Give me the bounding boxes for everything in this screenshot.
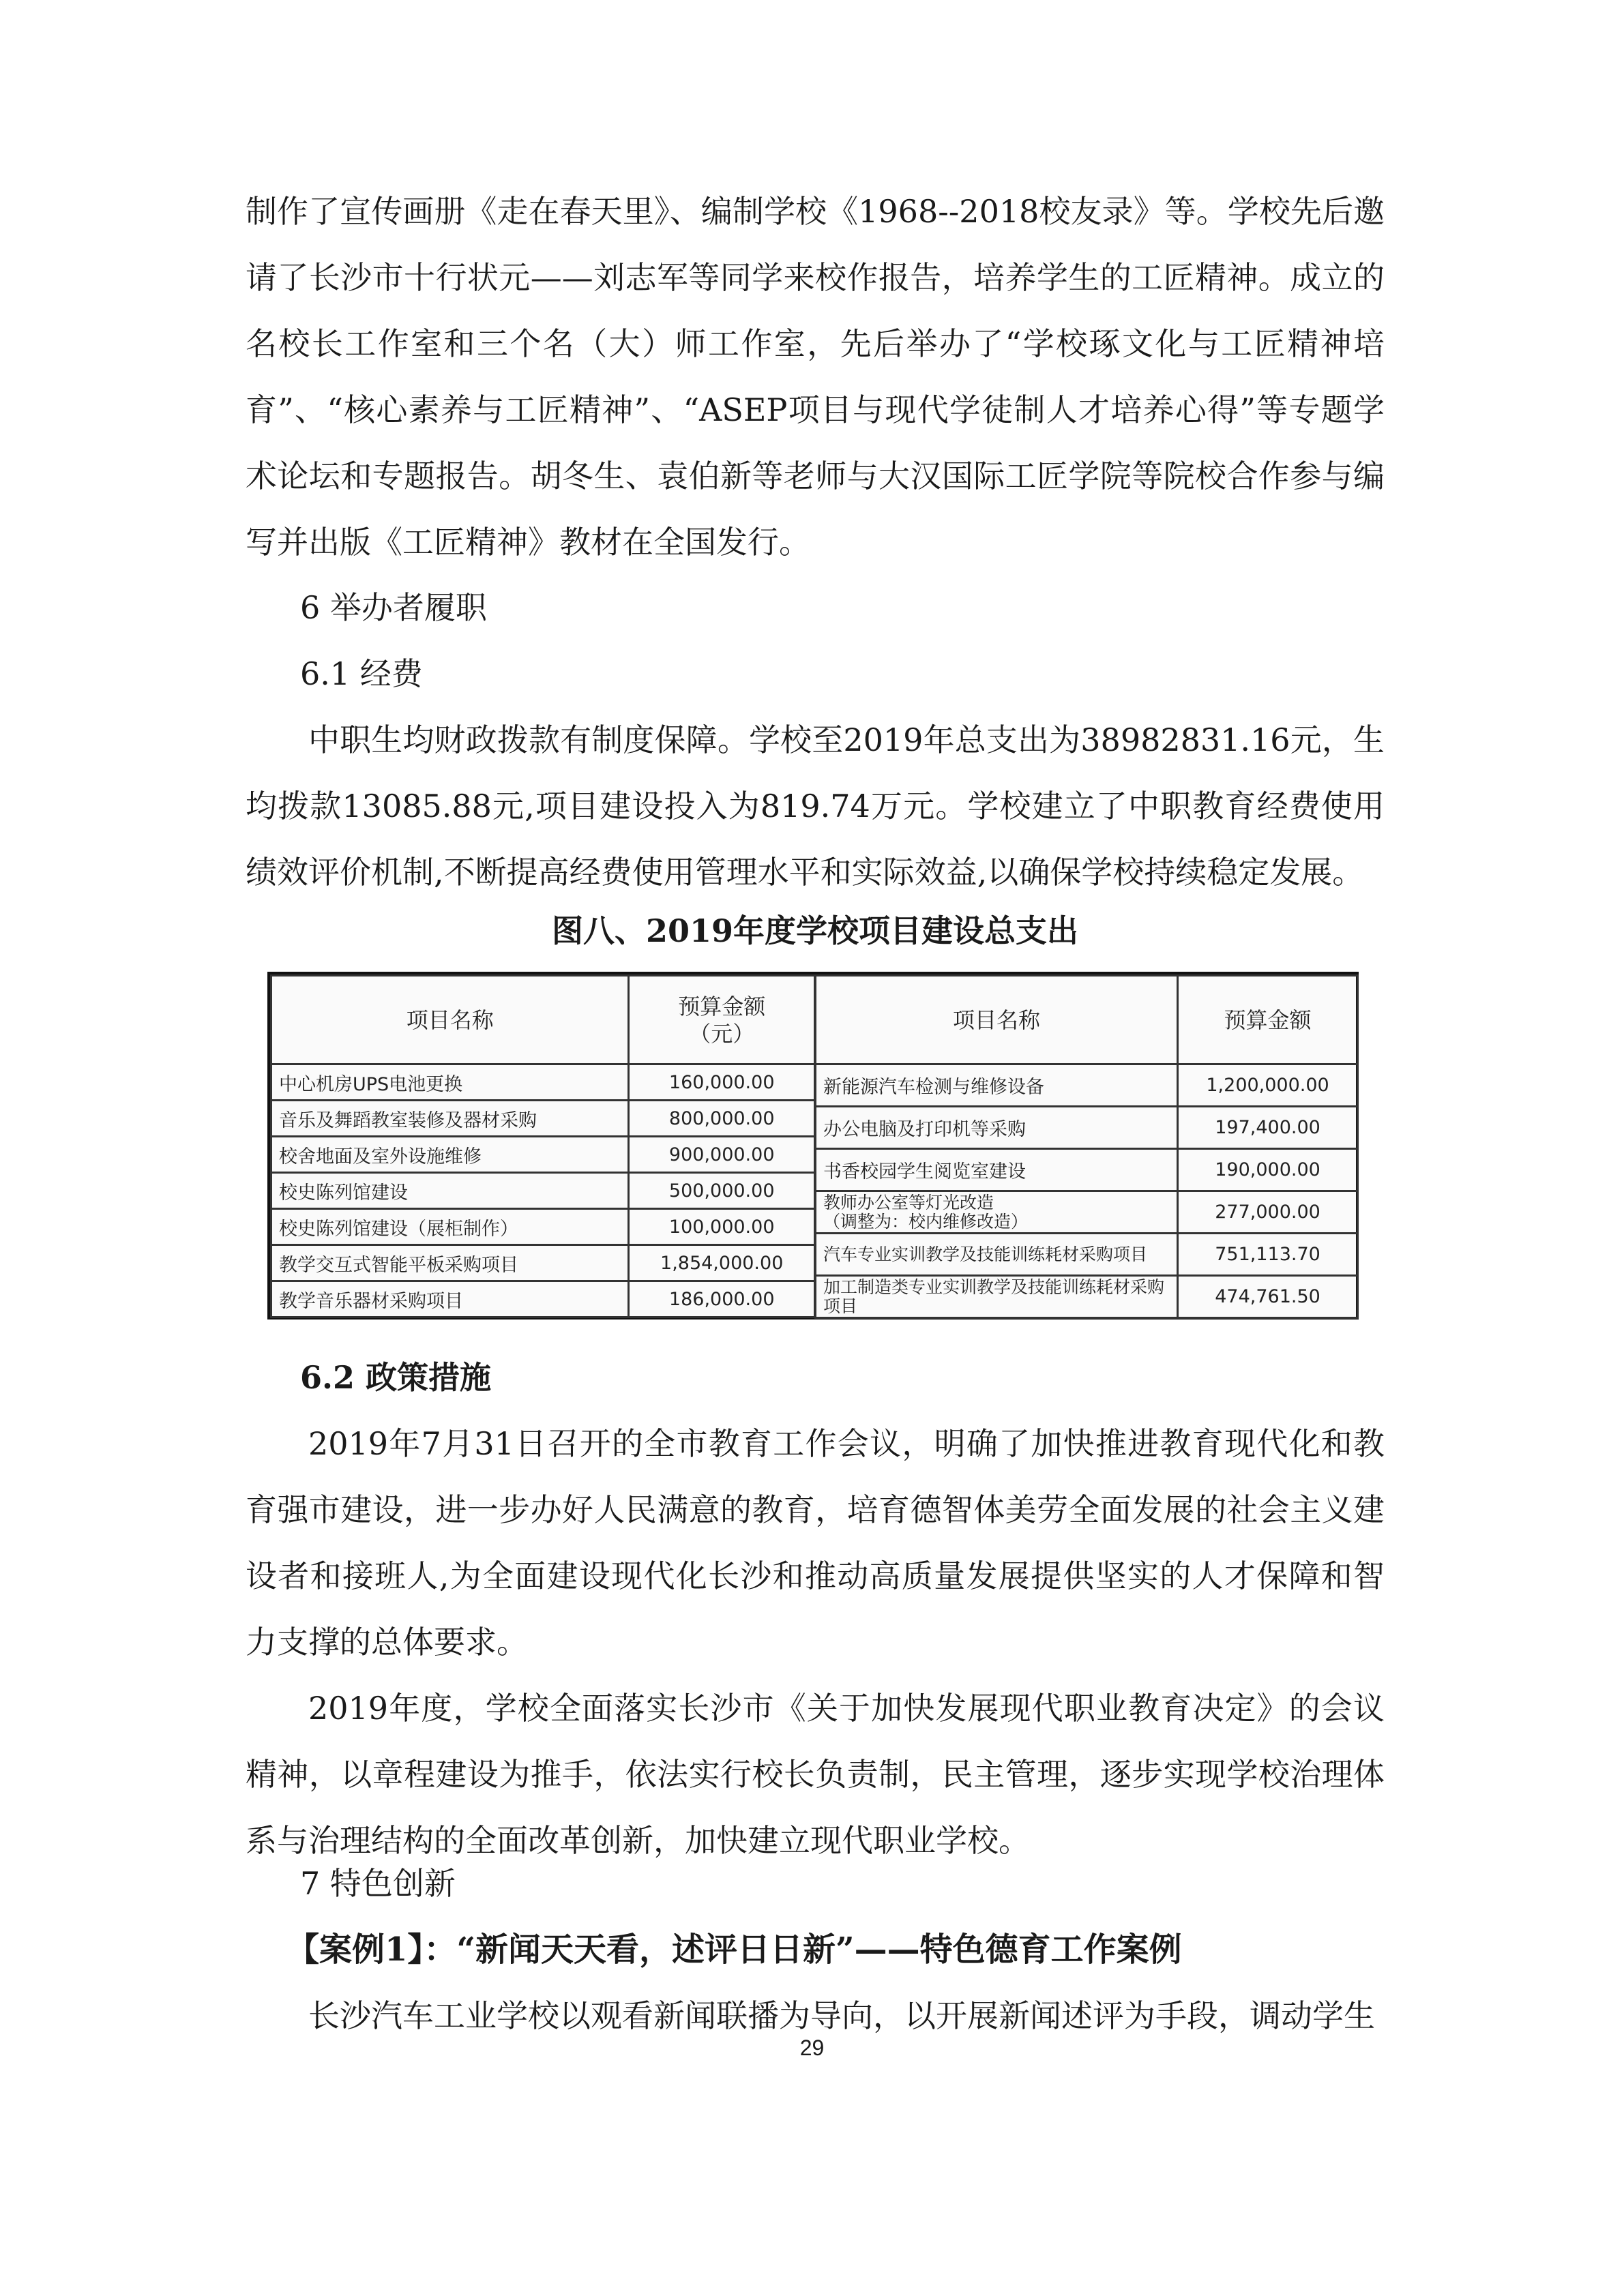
column-header-amount: 预算金额 xyxy=(1178,976,1358,1064)
amount-cell: 160,000.00 xyxy=(629,1064,815,1101)
intro-paragraph: 制作了宣传画册《走在春天里》、编制学校《1968--2018校友录》等。学校先后邀请了长沙市十行状元——刘志军等同学来校作报告，培养学生的工匠精神。成立的名校长工作室和三个名（大）师工作室，先后举办了“学校琢文化与工匠精神培育”、“核心素养与工匠精神”、“ASEP项目与现代学徒制人才培养心得”等专题学术论坛和专题报告。胡冬生、袁伯新等老师与大汉国际工匠学院等院校合作参与编写并出版《工匠精神》教材在全国发行。 xyxy=(246,193,1385,561)
column-header-name: 项目名称 xyxy=(816,976,1178,1064)
project-name-cell: 校史陈列馆建设 xyxy=(271,1173,629,1209)
table-row xyxy=(816,1149,1358,1191)
amount-cell: 277,000.00 xyxy=(1178,1191,1358,1234)
table-header-row xyxy=(816,976,1358,1064)
amount-cell: 190,000.00 xyxy=(1178,1149,1358,1191)
section-6-heading: 6 举办者履职 xyxy=(300,589,487,626)
project-name-cell: 音乐及舞蹈教室装修及器材采购 xyxy=(271,1101,629,1137)
project-name-cell: 中心机房UPS电池更换 xyxy=(271,1064,629,1101)
section-6-2-heading: 6.2 政策措施 xyxy=(300,1359,492,1396)
amount-cell: 751,113.70 xyxy=(1178,1234,1358,1276)
section-6-block xyxy=(246,575,1385,906)
page-number: 29 xyxy=(799,2036,825,2060)
amount-cell: 1,854,000.00 xyxy=(629,1245,815,1281)
column-header-amount: 预算金额 （元） xyxy=(629,976,815,1064)
budget-table-left xyxy=(270,974,816,1318)
project-name-cell: 加工制造类专业实训教学及技能训练耗材采购项目 xyxy=(816,1276,1178,1318)
amount-cell: 474,761.50 xyxy=(1178,1276,1358,1318)
table-row xyxy=(816,1064,1358,1107)
section-6-2-text-1: 2019年7月31日召开的全市教育工作会议，明确了加快推进教育现代化和教育强市建设，进一步办好人民满意的教育，培育德智体美劳全面发展的社会主义建设者和接班人,为全面建设现代化长沙和推动高质量发展提供坚实的人才保障和智力支撑的总体要求。 xyxy=(246,1425,1385,1660)
section-6-2-block xyxy=(246,1345,1385,1874)
project-name-cell: 办公电脑及打印机等采购 xyxy=(816,1107,1178,1149)
project-name-cell: 汽车专业实训教学及技能训练耗材采购项目 xyxy=(816,1234,1178,1276)
table-row xyxy=(271,1281,815,1317)
table-row xyxy=(271,1137,815,1173)
amount-cell: 186,000.00 xyxy=(629,1281,815,1317)
project-name-cell: 教学音乐器材采购项目 xyxy=(271,1281,629,1317)
section-6-1-text: 中职生均财政拨款有制度保障。学校至2019年总支出为38982831.16元，生均拨款13085.88元,项目建设投入为819.74万元。学校建立了中职教育经费使用绩效评价机制,不断提高经费使用管理水平和实际效益,以确保学校持续稳定发展。 xyxy=(246,721,1385,891)
amount-cell: 197,400.00 xyxy=(1178,1107,1358,1149)
amount-cell: 100,000.00 xyxy=(629,1209,815,1245)
figure-caption: 图八、2019年度学校项目建设总支出 xyxy=(551,912,1079,949)
amount-cell: 500,000.00 xyxy=(629,1173,815,1209)
project-name-cell: 校史陈列馆建设（展柜制作） xyxy=(271,1209,629,1245)
table-row xyxy=(271,1209,815,1245)
section-7-heading: 7 特色创新 xyxy=(300,1865,456,1902)
project-name-cell: 校舍地面及室外设施维修 xyxy=(271,1137,629,1173)
case-title: 【案例1】：“新闻天天看，述评日日新”——特色德育工作案例 xyxy=(286,1930,1182,1969)
table-header-row xyxy=(271,976,815,1064)
section-7-block xyxy=(246,1851,1385,2049)
table-row xyxy=(271,1245,815,1281)
table-row xyxy=(271,1101,815,1137)
table-row xyxy=(271,1064,815,1101)
section-6-1-heading: 6.1 经费 xyxy=(300,655,423,692)
budget-table-right xyxy=(814,974,1359,1319)
table-row xyxy=(816,1107,1358,1149)
case-text: 长沙汽车工业学校以观看新闻联播为导向，以开展新闻述评为手段，调动学生 xyxy=(308,1997,1375,2034)
intro-paragraph-block xyxy=(246,179,1385,576)
table-row xyxy=(816,1191,1358,1234)
table-row xyxy=(816,1276,1358,1318)
project-name-cell: 教学交互式智能平板采购项目 xyxy=(271,1245,629,1281)
amount-cell: 800,000.00 xyxy=(629,1101,815,1137)
amount-cell: 900,000.00 xyxy=(629,1137,815,1173)
project-name-cell: 书香校园学生阅览室建设 xyxy=(816,1149,1178,1191)
table-row xyxy=(271,1173,815,1209)
budget-table-image xyxy=(267,972,1359,1320)
table-row xyxy=(816,1234,1358,1276)
project-name-cell: 教师办公室等灯光改造 （调整为：校内维修改造） xyxy=(816,1191,1178,1234)
amount-cell: 1,200,000.00 xyxy=(1178,1064,1358,1107)
section-6-2-text-2: 2019年度，学校全面落实长沙市《关于加快发展现代职业教育决定》的会议精神，以章程建设为推手，依法实行校长负责制，民主管理，逐步实现学校治理体系与治理结构的全面改革创新，加快建立现代职业学校。 xyxy=(246,1690,1385,1859)
column-header-name: 项目名称 xyxy=(271,976,629,1064)
project-name-cell: 新能源汽车检测与维修设备 xyxy=(816,1064,1178,1107)
